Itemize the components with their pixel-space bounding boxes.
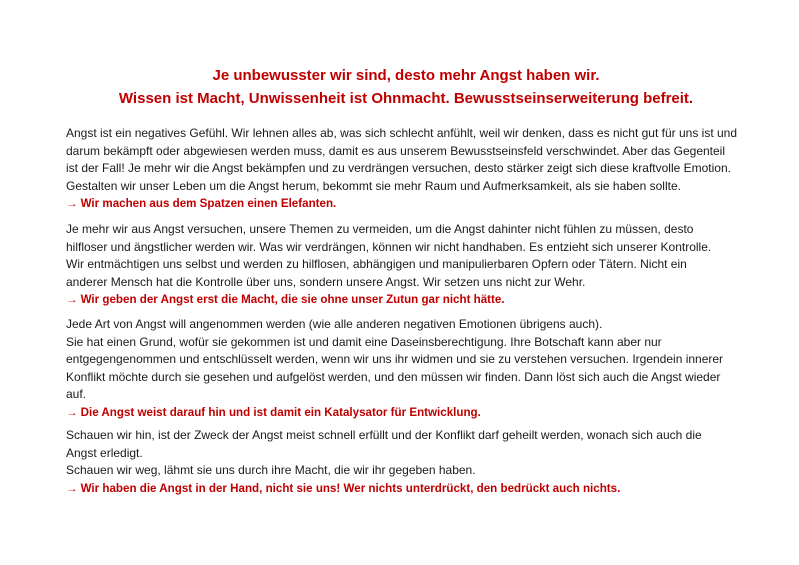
callout-1 xyxy=(66,195,746,213)
paragraph-line: anderer Mensch hat die Kontrolle über uns, sondern unsere Angst. Wir setzen uns nicht zur Wehr. xyxy=(66,274,586,289)
callout-2 xyxy=(66,291,746,309)
paragraph-line: Schauen wir hin, ist der Zweck der Angst meist schnell erfüllt und der Konflikt darf geheilt werden, wonach sich auch die xyxy=(66,428,702,442)
heading-line-1: Je unbewusster wir sind, desto mehr Angst haben wir. xyxy=(212,67,600,84)
heading-line-2: Wissen ist Macht, Unwissenheit ist Ohnmacht. Bewusstseinserweiterung befreit. xyxy=(118,90,694,107)
callout-text: Wir haben die Angst in der Hand, nicht sie uns! Wer nichts unterdrückt, den bedrückt auch nichts. xyxy=(80,481,621,495)
paragraph-line: auf. xyxy=(66,387,87,401)
callout-4 xyxy=(66,480,746,498)
paragraph-line: entgegengenommen und entschlüsselt werden, wenn wir uns ihr widmen und sie zu verstehen versuchen. Irgendein innerer xyxy=(66,352,724,366)
paragraph-4 xyxy=(66,427,746,497)
paragraph-1 xyxy=(66,125,746,213)
paragraph-line: Angst ist ein negatives Gefühl. Wir lehnen alles ab, was sich schlecht anfühlt, weil wir denken, dass es nicht gut für uns ist und xyxy=(66,126,738,140)
arrow-right-icon: → xyxy=(66,293,78,306)
callout-3 xyxy=(66,404,746,422)
callout-text: Die Angst weist darauf hin und ist damit ein Katalysator für Entwicklung. xyxy=(80,405,481,419)
paragraph-line: Sie hat einen Grund, wofür sie gekommen ist und damit eine Daseinsberechtigung. Ihre Botschaft kann aber nur xyxy=(66,334,662,349)
paragraph-line: darum bekämpft oder abgewiesen werden muss, damit es aus unserem Bewusstseinsfeld verschwindet. Aber das Gegenteil xyxy=(66,143,726,158)
arrow-right-icon: → xyxy=(66,405,78,419)
paragraph-line: Jede Art von Angst will angenommen werden (wie alle anderen negativen Emotionen übrigens auch). xyxy=(66,317,603,331)
paragraph-2 xyxy=(66,221,746,309)
arrow-right-icon: → xyxy=(66,197,78,210)
arrow-right-icon: → xyxy=(66,481,78,495)
paragraph-line: ist der Fall! Je mehr wir die Angst bekämpfen und zu verdrängen versuchen, desto stärker zeigt sich diese kraftvolle Emotion. xyxy=(66,161,731,175)
paragraph-line: Je mehr wir aus Angst versuchen, unsere Themen zu vermeiden, um die Angst dahinter nicht fühlen zu müssen, desto xyxy=(66,222,694,236)
callout-text: Wir machen aus dem Spatzen einen Elefanten. xyxy=(80,197,337,210)
paragraph-3 xyxy=(66,316,746,421)
paragraph-line: Schauen wir weg, lähmt sie uns durch ihre Macht, die wir ihr gegeben haben. xyxy=(66,463,476,477)
paragraph-line: Angst erledigt. xyxy=(66,445,143,460)
paragraph-line: hilfloser und ängstlicher werden wir. Was wir verdrängen, können wir nicht handhaben. Es entzieht sich unserer Kontrolle. xyxy=(66,239,712,254)
paragraph-line: Wir entmächtigen uns selbst und werden zu hilflosen, abhängigen und manipulierbaren Opfern oder Tätern. Nicht ein xyxy=(66,257,687,271)
paragraph-line: Gestalten wir unser Leben um die Angst herum, bekommt sie mehr Raum und Aufmerksamkeit, als sie haben sollte. xyxy=(66,178,681,193)
paragraph-line: Konflikt möchte durch sie gesehen und aufgelöst werden, und den müssen wir finden. Dann löst sich auch die Angst wieder xyxy=(66,369,721,384)
callout-text: Wir geben der Angst erst die Macht, die sie ohne unser Zutun gar nicht hätte. xyxy=(80,293,505,306)
